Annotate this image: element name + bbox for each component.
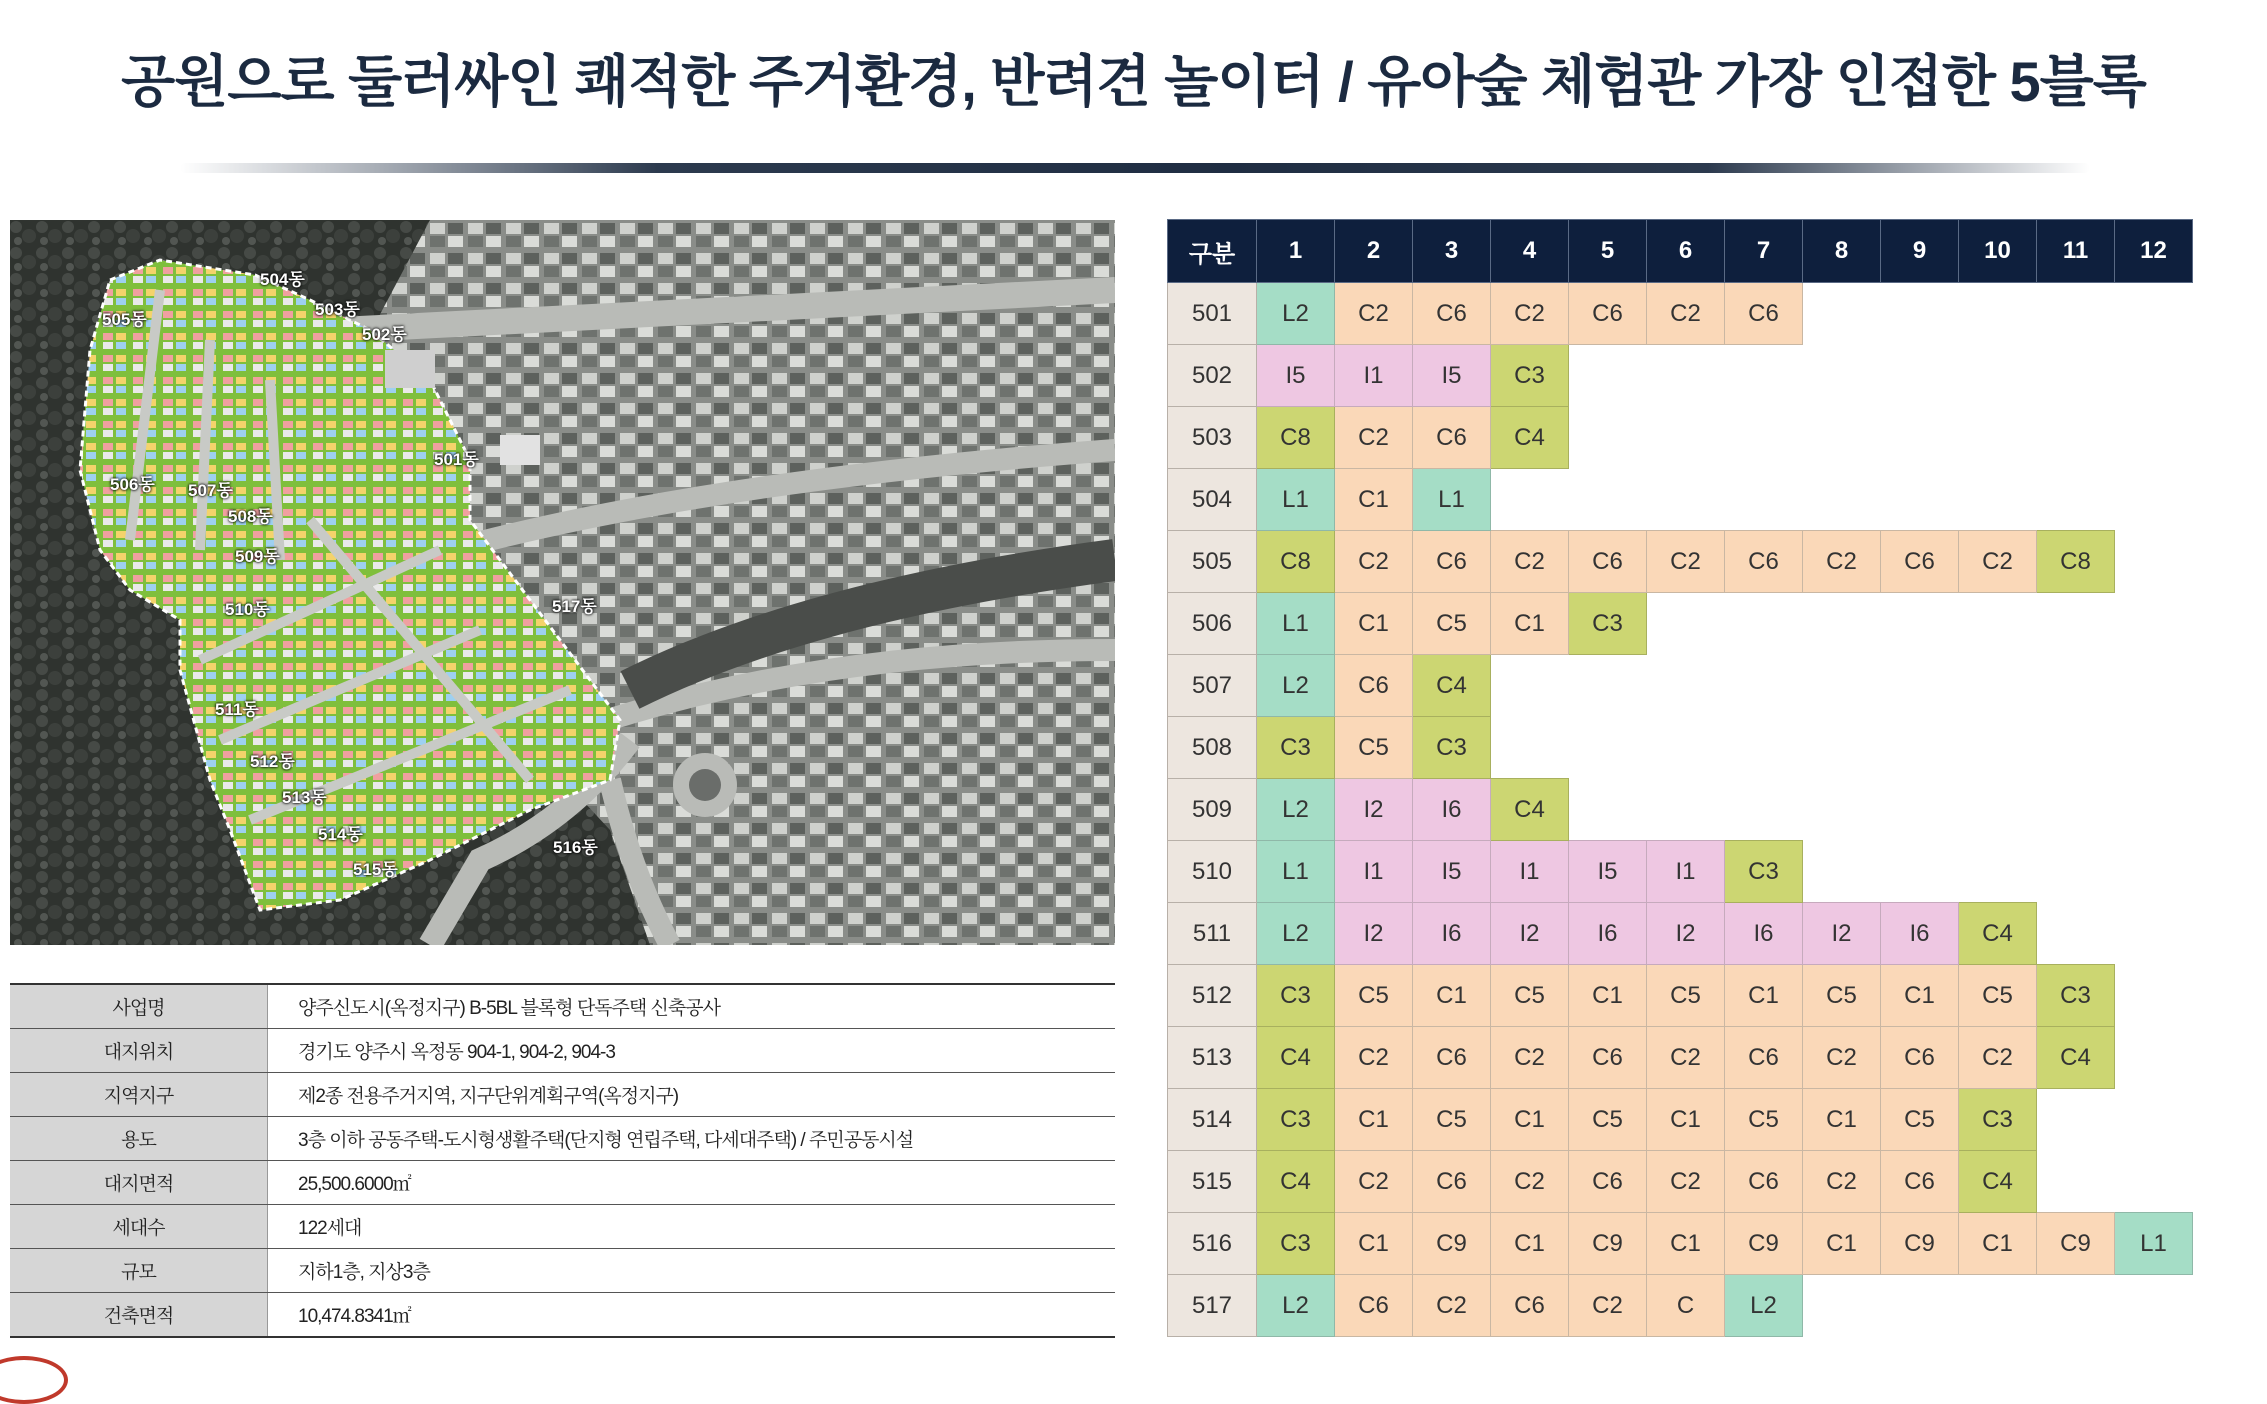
unit-type-cell: C6: [1413, 531, 1491, 593]
unit-type-cell: C2: [1491, 1151, 1569, 1213]
block-label: 503동: [315, 300, 360, 319]
unit-type-cell: C2: [1335, 407, 1413, 469]
grid-row-label: 505: [1168, 531, 1257, 593]
unit-type-cell: C1: [1335, 1213, 1413, 1275]
unit-type-cell: C1: [1569, 965, 1647, 1027]
unit-type-grid: [1167, 219, 2193, 1337]
grid-column-header: 8: [1803, 220, 1881, 283]
page-title: 공원으로 둘러싸인 쾌적한 주거환경, 반려견 놀이터 / 유아숲 체험관 가장 인접한 5블록: [121, 50, 2146, 113]
empty-cell: [1725, 655, 1803, 717]
site-aerial-map: [10, 220, 1115, 945]
unit-type-cell: C3: [1257, 1089, 1335, 1151]
grid-row: [1168, 1275, 2193, 1337]
empty-cell: [2037, 345, 2115, 407]
unit-type-cell: C2: [1569, 1275, 1647, 1337]
grid-column-header: 6: [1647, 220, 1725, 283]
grid-row: [1168, 779, 2193, 841]
grid-header-row: [1168, 220, 2193, 283]
unit-type-cell: L2: [1257, 1275, 1335, 1337]
info-key: 용도: [10, 1117, 268, 1161]
grid-row-label: 510: [1168, 841, 1257, 903]
grid-row: [1168, 469, 2193, 531]
empty-cell: [2115, 965, 2193, 1027]
unit-type-cell: I2: [1803, 903, 1881, 965]
unit-type-cell: C6: [1335, 1275, 1413, 1337]
empty-cell: [2115, 841, 2193, 903]
empty-cell: [2115, 1027, 2193, 1089]
grid-row: [1168, 531, 2193, 593]
empty-cell: [2037, 407, 2115, 469]
unit-type-cell: C4: [1959, 1151, 2037, 1213]
unit-type-cell: C1: [1491, 1089, 1569, 1151]
grid-row: [1168, 903, 2193, 965]
info-row: [10, 984, 1115, 1029]
unit-type-cell: C3: [1725, 841, 1803, 903]
empty-cell: [1647, 593, 1725, 655]
unit-type-cell: C1: [1803, 1089, 1881, 1151]
info-row: [10, 1029, 1115, 1073]
block-label: 512동: [250, 752, 295, 771]
empty-cell: [1959, 779, 2037, 841]
empty-cell: [1569, 779, 1647, 841]
empty-cell: [1959, 717, 2037, 779]
info-key: 대지면적: [10, 1161, 268, 1205]
block-label: 516동: [553, 838, 598, 857]
unit-type-cell: C: [1647, 1275, 1725, 1337]
empty-cell: [1647, 345, 1725, 407]
unit-type-cell: C3: [1413, 717, 1491, 779]
grid-row: [1168, 1213, 2193, 1275]
unit-type-cell: C5: [1569, 1089, 1647, 1151]
empty-cell: [1803, 593, 1881, 655]
grid-row-label: 502: [1168, 345, 1257, 407]
empty-cell: [1647, 469, 1725, 531]
empty-cell: [1647, 717, 1725, 779]
empty-cell: [1881, 655, 1959, 717]
unit-type-cell: I1: [1647, 841, 1725, 903]
grid-row: [1168, 593, 2193, 655]
unit-type-cell: C4: [1491, 779, 1569, 841]
empty-cell: [1491, 717, 1569, 779]
empty-cell: [1803, 407, 1881, 469]
unit-type-cell: C2: [1413, 1275, 1491, 1337]
empty-cell: [1569, 655, 1647, 717]
unit-type-cell: C2: [1647, 531, 1725, 593]
unit-type-cell: I1: [1335, 841, 1413, 903]
unit-type-cell: C1: [1881, 965, 1959, 1027]
empty-cell: [1881, 593, 1959, 655]
unit-type-cell: C6: [1725, 1151, 1803, 1213]
empty-cell: [1959, 1275, 2037, 1337]
empty-cell: [1725, 717, 1803, 779]
unit-type-cell: C5: [1725, 1089, 1803, 1151]
empty-cell: [2115, 717, 2193, 779]
unit-type-cell: C5: [1335, 965, 1413, 1027]
info-value: 3층 이하 공동주택-도시형생활주택(단지형 연립주택, 다세대주택) / 주민공동시설: [268, 1117, 1116, 1161]
grid-row-label: 515: [1168, 1151, 1257, 1213]
empty-cell: [1803, 469, 1881, 531]
unit-type-cell: C1: [1647, 1213, 1725, 1275]
unit-type-cell: C4: [1413, 655, 1491, 717]
empty-cell: [2037, 841, 2115, 903]
unit-type-cell: C2: [1491, 531, 1569, 593]
empty-cell: [1569, 469, 1647, 531]
unit-type-cell: C6: [1413, 283, 1491, 345]
unit-type-cell: C5: [1491, 965, 1569, 1027]
empty-cell: [1647, 407, 1725, 469]
empty-cell: [1803, 345, 1881, 407]
empty-cell: [1881, 283, 1959, 345]
empty-cell: [1569, 407, 1647, 469]
title-divider: [180, 163, 2090, 173]
unit-type-cell: C6: [1881, 1027, 1959, 1089]
grid-corner-header: 구분: [1168, 220, 1257, 283]
unit-type-cell: I6: [1569, 903, 1647, 965]
grid-column-header: 1: [1257, 220, 1335, 283]
unit-type-cell: I2: [1335, 903, 1413, 965]
info-value: 지하1층, 지상3층: [268, 1249, 1116, 1293]
grid-row: [1168, 655, 2193, 717]
unit-type-cell: C2: [1647, 1151, 1725, 1213]
unit-type-cell: C1: [1335, 469, 1413, 531]
empty-cell: [2037, 1275, 2115, 1337]
unit-type-cell: C9: [1725, 1213, 1803, 1275]
empty-cell: [1959, 655, 2037, 717]
empty-cell: [1491, 469, 1569, 531]
unit-type-cell: C6: [1413, 1027, 1491, 1089]
info-row: [10, 1073, 1115, 1117]
unit-type-cell: C9: [2037, 1213, 2115, 1275]
block-label: 501동: [434, 450, 479, 469]
unit-type-cell: I5: [1257, 345, 1335, 407]
unit-type-cell: C6: [1725, 1027, 1803, 1089]
unit-type-cell: C6: [1569, 283, 1647, 345]
unit-type-cell: L1: [1257, 469, 1335, 531]
grid-column-header: 7: [1725, 220, 1803, 283]
unit-type-cell: C1: [1725, 965, 1803, 1027]
block-label: 508동: [228, 507, 273, 526]
unit-type-cell: C4: [1491, 407, 1569, 469]
grid-row: [1168, 283, 2193, 345]
empty-cell: [1881, 841, 1959, 903]
block-label: 517동: [552, 597, 597, 616]
unit-type-cell: C3: [2037, 965, 2115, 1027]
block-label: 511동: [215, 700, 259, 719]
empty-cell: [1881, 717, 1959, 779]
unit-type-cell: I5: [1413, 841, 1491, 903]
empty-cell: [1569, 717, 1647, 779]
grid-row: [1168, 965, 2193, 1027]
unit-type-cell: C1: [1413, 965, 1491, 1027]
empty-cell: [1647, 779, 1725, 841]
empty-cell: [2037, 903, 2115, 965]
unit-type-cell: I5: [1569, 841, 1647, 903]
unit-type-cell: C2: [1959, 1027, 2037, 1089]
info-value: 25,500.6000㎡: [268, 1161, 1116, 1205]
empty-cell: [1881, 779, 1959, 841]
block-label: 509동: [235, 547, 280, 566]
unit-type-cell: C1: [1491, 593, 1569, 655]
unit-type-cell: C4: [1257, 1151, 1335, 1213]
empty-cell: [1803, 779, 1881, 841]
grid-row-label: 508: [1168, 717, 1257, 779]
unit-type-cell: I1: [1491, 841, 1569, 903]
unit-type-cell: I2: [1335, 779, 1413, 841]
empty-cell: [2037, 779, 2115, 841]
unit-type-cell: C5: [1335, 717, 1413, 779]
empty-cell: [2037, 717, 2115, 779]
unit-type-cell: L2: [1257, 779, 1335, 841]
empty-cell: [1959, 407, 2037, 469]
unit-type-cell: C8: [1257, 531, 1335, 593]
info-row: [10, 1205, 1115, 1249]
unit-type-cell: L1: [1257, 593, 1335, 655]
unit-type-cell: C1: [1491, 1213, 1569, 1275]
grid-column-header: 2: [1335, 220, 1413, 283]
grid-row: [1168, 407, 2193, 469]
unit-type-cell: C1: [1803, 1213, 1881, 1275]
empty-cell: [2115, 903, 2193, 965]
empty-cell: [2037, 283, 2115, 345]
grid-row-label: 516: [1168, 1213, 1257, 1275]
info-key: 세대수: [10, 1205, 268, 1249]
unit-type-cell: C5: [1959, 965, 2037, 1027]
empty-cell: [2115, 345, 2193, 407]
info-key: 사업명: [10, 984, 268, 1029]
unit-type-cell: L1: [2115, 1213, 2193, 1275]
unit-type-cell: C2: [1647, 1027, 1725, 1089]
grid-row-label: 503: [1168, 407, 1257, 469]
info-key: 지역지구: [10, 1073, 268, 1117]
unit-type-cell: L2: [1257, 655, 1335, 717]
grid-row-label: 501: [1168, 283, 1257, 345]
unit-type-cell: I2: [1491, 903, 1569, 965]
unit-type-cell: C3: [1257, 965, 1335, 1027]
unit-type-cell: L2: [1257, 903, 1335, 965]
unit-type-cell: I1: [1335, 345, 1413, 407]
empty-cell: [1959, 345, 2037, 407]
info-key: 규모: [10, 1249, 268, 1293]
grid-row: [1168, 1151, 2193, 1213]
empty-cell: [2115, 1275, 2193, 1337]
unit-type-cell: C4: [2037, 1027, 2115, 1089]
empty-cell: [2115, 1089, 2193, 1151]
unit-type-cell: C2: [1335, 531, 1413, 593]
unit-type-cell: I5: [1413, 345, 1491, 407]
empty-cell: [1803, 841, 1881, 903]
grid-row-label: 513: [1168, 1027, 1257, 1089]
block-label: 514동: [318, 825, 363, 844]
unit-type-cell: C2: [1335, 1027, 1413, 1089]
block-label: 507동: [188, 481, 233, 500]
empty-cell: [1725, 593, 1803, 655]
unit-type-cell: C3: [1257, 717, 1335, 779]
info-value: 122세대: [268, 1205, 1116, 1249]
unit-type-cell: C6: [1881, 531, 1959, 593]
block-label: 513동: [282, 788, 327, 807]
empty-cell: [2115, 779, 2193, 841]
info-value: 제2종 전용주거지역, 지구단위계획구역(옥정지구): [268, 1073, 1116, 1117]
grid-row: [1168, 345, 2193, 407]
info-value: 경기도 양주시 옥정동 904-1, 904-2, 904-3: [268, 1029, 1116, 1073]
empty-cell: [1569, 345, 1647, 407]
empty-cell: [2115, 593, 2193, 655]
block-label: 515동: [353, 860, 398, 879]
info-value: 양주신도시(옥정지구) B-5BL 블록형 단독주택 신축공사: [268, 984, 1116, 1029]
grid-row-label: 511: [1168, 903, 1257, 965]
unit-type-cell: C9: [1413, 1213, 1491, 1275]
unit-type-cell: C2: [1803, 531, 1881, 593]
unit-type-cell: I2: [1647, 903, 1725, 965]
unit-type-cell: C2: [1491, 283, 1569, 345]
unit-type-cell: I6: [1725, 903, 1803, 965]
empty-cell: [2037, 593, 2115, 655]
grid-column-header: 11: [2037, 220, 2115, 283]
unit-type-cell: C9: [1569, 1213, 1647, 1275]
unit-type-cell: C5: [1413, 1089, 1491, 1151]
empty-cell: [1959, 469, 2037, 531]
unit-type-cell: C4: [1257, 1027, 1335, 1089]
grid-row: [1168, 1027, 2193, 1089]
empty-cell: [1881, 469, 1959, 531]
grid-row: [1168, 717, 2193, 779]
empty-cell: [1725, 469, 1803, 531]
unit-type-cell: C1: [1647, 1089, 1725, 1151]
empty-cell: [1725, 345, 1803, 407]
grid-row-label: 507: [1168, 655, 1257, 717]
unit-type-cell: C5: [1881, 1089, 1959, 1151]
empty-cell: [2037, 655, 2115, 717]
unit-type-cell: C6: [1335, 655, 1413, 717]
unit-type-cell: C1: [1335, 1089, 1413, 1151]
unit-type-cell: C6: [1413, 1151, 1491, 1213]
empty-cell: [2115, 1151, 2193, 1213]
unit-type-cell: C6: [1881, 1151, 1959, 1213]
grid-column-header: 3: [1413, 220, 1491, 283]
unit-type-cell: I6: [1881, 903, 1959, 965]
empty-cell: [1959, 283, 2037, 345]
unit-type-cell: C6: [1569, 1151, 1647, 1213]
block-label: 505동: [102, 310, 147, 329]
unit-type-cell: C6: [1569, 531, 1647, 593]
empty-cell: [1803, 1275, 1881, 1337]
empty-cell: [1725, 779, 1803, 841]
unit-type-cell: C4: [1959, 903, 2037, 965]
grid-column-header: 9: [1881, 220, 1959, 283]
empty-cell: [1803, 717, 1881, 779]
unit-type-cell: C2: [1335, 283, 1413, 345]
empty-cell: [1803, 655, 1881, 717]
empty-cell: [2115, 469, 2193, 531]
info-row: [10, 1293, 1115, 1338]
unit-type-cell: C6: [1725, 283, 1803, 345]
info-row: [10, 1161, 1115, 1205]
unit-type-cell: C6: [1491, 1275, 1569, 1337]
empty-cell: [2037, 1151, 2115, 1213]
unit-type-cell: C3: [1959, 1089, 2037, 1151]
grid-column-header: 5: [1569, 220, 1647, 283]
grid-row-label: 514: [1168, 1089, 1257, 1151]
block-label: 506동: [110, 475, 155, 494]
info-row: [10, 1117, 1115, 1161]
unit-type-cell: C2: [1647, 283, 1725, 345]
grid-row-label: 509: [1168, 779, 1257, 841]
unit-type-cell: C3: [1491, 345, 1569, 407]
unit-type-cell: C9: [1881, 1213, 1959, 1275]
empty-cell: [2115, 407, 2193, 469]
empty-cell: [1881, 407, 1959, 469]
grid-row-label: 506: [1168, 593, 1257, 655]
block-label: 510동: [225, 600, 270, 619]
empty-cell: [1881, 345, 1959, 407]
unit-type-cell: C8: [2037, 531, 2115, 593]
empty-cell: [1725, 407, 1803, 469]
empty-cell: [1959, 593, 2037, 655]
grid-row: [1168, 1089, 2193, 1151]
grid-column-header: 12: [2115, 220, 2193, 283]
empty-cell: [2115, 531, 2193, 593]
empty-cell: [1881, 1275, 1959, 1337]
grid-row-label: 517: [1168, 1275, 1257, 1337]
grid-row-label: 512: [1168, 965, 1257, 1027]
unit-type-cell: C2: [1803, 1151, 1881, 1213]
unit-type-cell: C6: [1569, 1027, 1647, 1089]
unit-type-cell: C1: [1335, 593, 1413, 655]
info-row: [10, 1249, 1115, 1293]
empty-cell: [1491, 655, 1569, 717]
unit-type-cell: L2: [1257, 283, 1335, 345]
unit-type-cell: C1: [1959, 1213, 2037, 1275]
unit-type-cell: C3: [1569, 593, 1647, 655]
empty-cell: [2037, 469, 2115, 531]
unit-type-cell: C2: [1335, 1151, 1413, 1213]
empty-cell: [2037, 1089, 2115, 1151]
info-key: 건축면적: [10, 1293, 268, 1338]
empty-cell: [2115, 655, 2193, 717]
unit-type-cell: I6: [1413, 779, 1491, 841]
unit-type-cell: C2: [1803, 1027, 1881, 1089]
grid-row-label: 504: [1168, 469, 1257, 531]
unit-type-cell: C2: [1491, 1027, 1569, 1089]
info-value: 10,474.8341㎡: [268, 1293, 1116, 1338]
info-key: 대지위치: [10, 1029, 268, 1073]
unit-type-cell: C3: [1257, 1213, 1335, 1275]
empty-cell: [2115, 283, 2193, 345]
unit-type-cell: C2: [1959, 531, 2037, 593]
unit-type-cell: C5: [1647, 965, 1725, 1027]
unit-type-cell: C8: [1257, 407, 1335, 469]
unit-type-cell: C6: [1413, 407, 1491, 469]
block-label: 504동: [260, 270, 305, 289]
grid-column-header: 10: [1959, 220, 2037, 283]
unit-type-cell: L1: [1413, 469, 1491, 531]
empty-cell: [1959, 841, 2037, 903]
empty-cell: [1803, 283, 1881, 345]
project-info-table: [10, 983, 1115, 1338]
grid-column-header: 4: [1491, 220, 1569, 283]
logo-mark: [0, 1356, 68, 1404]
block-label: 502동: [362, 325, 407, 344]
unit-type-cell: C6: [1725, 531, 1803, 593]
unit-type-cell: L1: [1257, 841, 1335, 903]
unit-type-cell: C5: [1803, 965, 1881, 1027]
unit-type-cell: I6: [1413, 903, 1491, 965]
empty-cell: [1647, 655, 1725, 717]
unit-type-cell: C5: [1413, 593, 1491, 655]
grid-row: [1168, 841, 2193, 903]
unit-type-cell: L2: [1725, 1275, 1803, 1337]
